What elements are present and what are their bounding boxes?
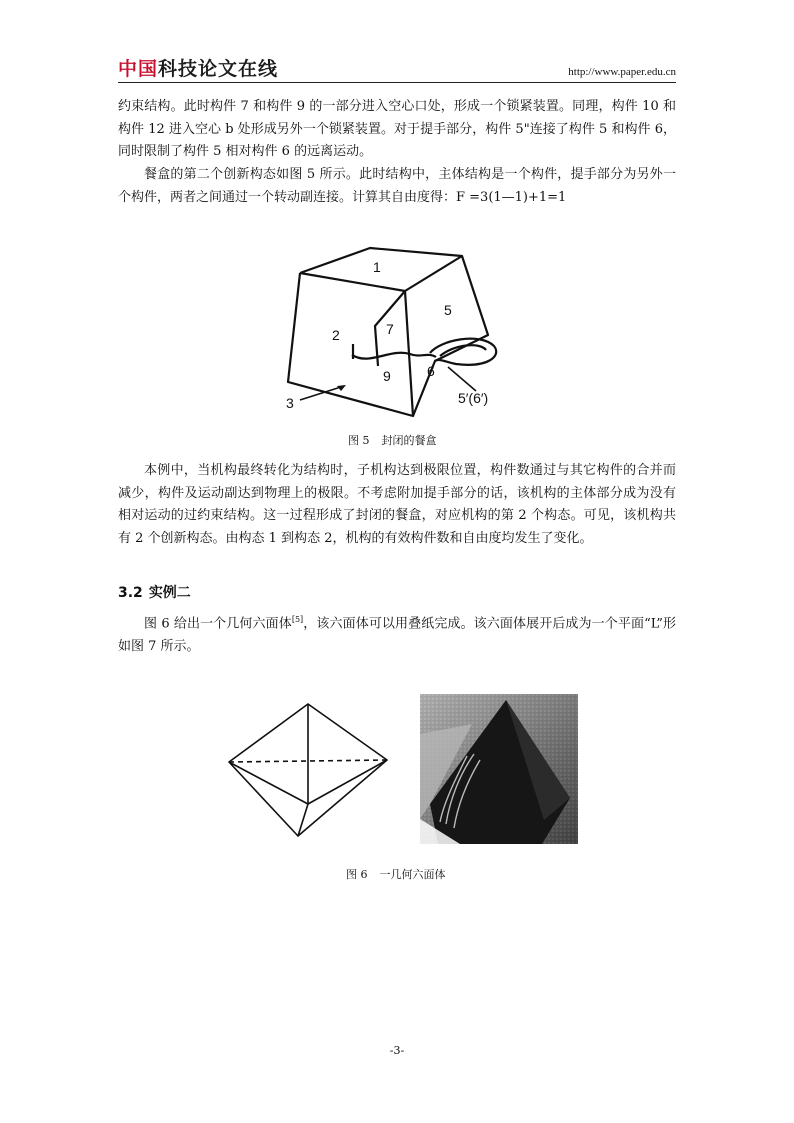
figure6-caption-label: 图 6 — [346, 868, 368, 881]
fig5-label-9: 9 — [383, 368, 391, 384]
fig5-label-56: 5′(6′) — [458, 390, 489, 406]
page-number: -3- — [389, 1044, 405, 1057]
section-heading — [118, 582, 191, 602]
figure5-caption — [348, 432, 437, 448]
logo-dark-text: 科技论文在线 — [158, 58, 279, 80]
site-logo[interactable] — [118, 54, 278, 81]
paragraph-3: 本例中，当机构最终转化为结构时，子机构达到极限位置，构件数通过与其它构件的合并而减少，构件及运动副达到物理上的极限。不考虑附加提手部分的话，该机构的主体部分成为没有相对运动的过约束结构。这一过程形成了封闭的餐盒，对应机构的第 2 个构态。可见，该机构共有 2 个创新构态。由构态 1 到构态 2，机构的有效构件数和自由度均发生了变化。 — [118, 463, 676, 546]
paragraph-1: 约束结构。此时构件 7 和构件 9 的一部分进入空心口处，形成一个锁紧装置。同理，构件 10 和构件 12 进入空心 b 处形成另外一个锁紧装置。对于提手部分，构件 5"连接了构件 5 和构件 6，同时限制了构件 5 相对构件 6 的远离运动。 — [118, 99, 676, 159]
fig5-label-2: 2 — [332, 327, 340, 343]
fig5-label-6: 6 — [427, 363, 435, 379]
paragraph-4 — [118, 609, 676, 658]
paragraph-4-text-b: ，该六面体可以用叠纸完成。该六面体展开后成为一个平面“L”形如图 7 所示。 — [118, 616, 676, 654]
figure6-caption-text: 一几何六面体 — [379, 868, 446, 881]
logo-red-text: 中国 — [118, 58, 159, 80]
citation-ref[interactable]: [5] — [291, 615, 304, 624]
fig5-label-1: 1 — [373, 259, 381, 275]
page-header — [118, 54, 676, 83]
figure5-caption-text: 封闭的餐盒 — [381, 434, 437, 447]
section-number: 3.2 — [118, 585, 143, 601]
figure5-caption-label: 图 5 — [348, 434, 370, 447]
figure6-photo — [420, 694, 578, 844]
figure5-lunchbox-drawing — [280, 240, 520, 420]
section-title: 实例二 — [148, 585, 191, 601]
fig5-label-7: 7 — [386, 321, 394, 337]
fig5-label-3: 3 — [286, 395, 294, 411]
fig5-label-5: 5 — [444, 302, 452, 318]
figure6-hexahedron-drawing — [225, 700, 395, 840]
paragraph-4-text-a: 图 6 给出一个几何六面体 — [144, 616, 292, 632]
site-url[interactable]: http://www.paper.edu.cn — [568, 66, 676, 78]
figure6-caption — [346, 866, 446, 882]
paragraph-2: 餐盒的第二个创新构态如图 5 所示。此时结构中，主体结构是一个构件，提手部分为另外一个构件，两者之间通过一个转动副连接。计算其自由度得：F =3(1—1)+1=1 — [118, 167, 676, 205]
